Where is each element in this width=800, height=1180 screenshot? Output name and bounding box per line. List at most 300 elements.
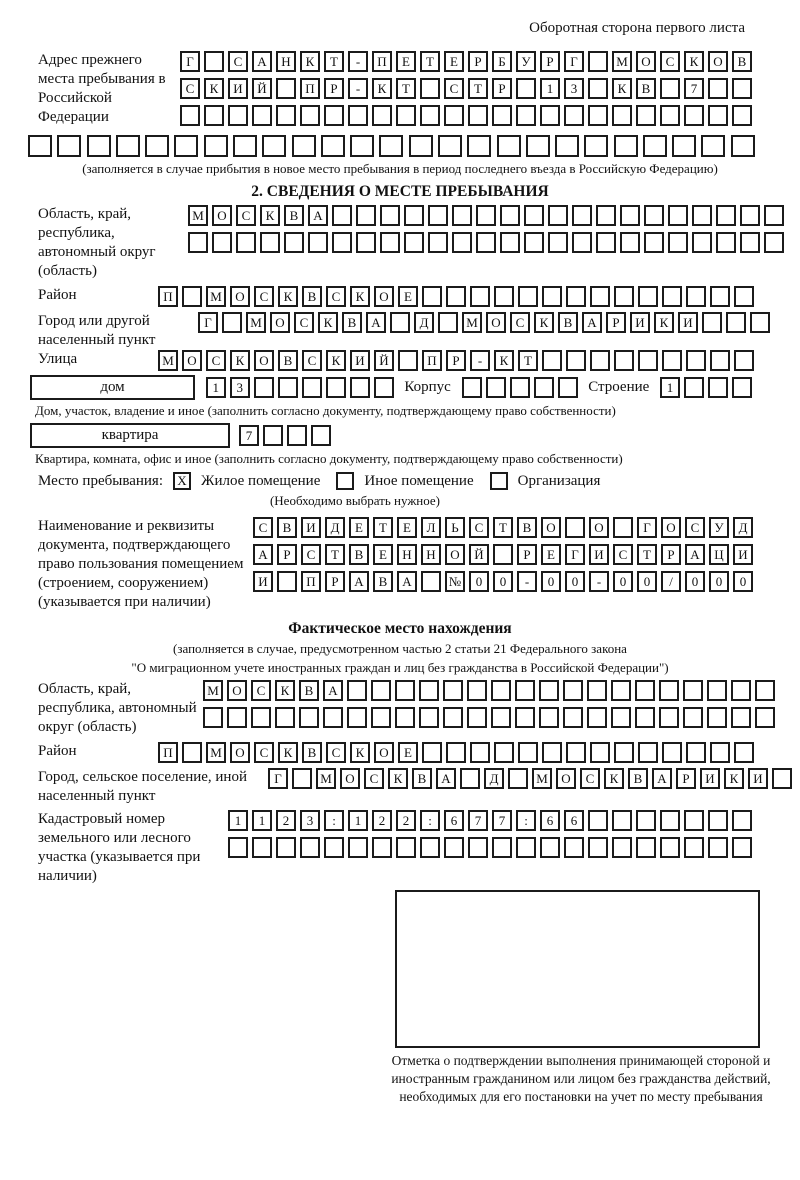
grid-cell: О bbox=[556, 768, 576, 789]
grid-cell bbox=[254, 377, 274, 398]
grid-cell bbox=[372, 105, 392, 126]
grid-cell: У bbox=[709, 517, 729, 538]
grid-cell: А bbox=[685, 544, 705, 565]
grid-cell: А bbox=[652, 768, 672, 789]
grid-cell bbox=[467, 680, 487, 701]
grid-cell bbox=[660, 78, 680, 99]
grid-cell: Е bbox=[541, 544, 561, 565]
grid-cell: Н bbox=[276, 51, 296, 72]
grid-cell bbox=[524, 205, 544, 226]
grid-cell: В bbox=[373, 571, 393, 592]
grid-cell bbox=[566, 286, 586, 307]
grid-cell: Д bbox=[484, 768, 504, 789]
house-number-cells bbox=[206, 377, 394, 398]
grid-cell: / bbox=[661, 571, 681, 592]
grid-cell bbox=[287, 425, 307, 446]
grid-cell: М bbox=[462, 312, 482, 333]
grid-cell bbox=[707, 680, 727, 701]
grid-cell bbox=[644, 205, 664, 226]
grid-cell: С bbox=[302, 350, 322, 371]
grid-cell: К bbox=[318, 312, 338, 333]
grid-cell: С bbox=[660, 51, 680, 72]
stroenie-label: Строение bbox=[588, 379, 650, 395]
grid-cell bbox=[731, 680, 751, 701]
actual-location-title: Фактическое место нахождения bbox=[288, 620, 512, 637]
grid-cell: К bbox=[275, 680, 295, 701]
grid-cell: Р bbox=[492, 78, 512, 99]
grid-cell bbox=[672, 135, 696, 157]
grid-cell: С bbox=[469, 517, 489, 538]
grid-cell bbox=[326, 377, 346, 398]
grid-cell bbox=[548, 232, 568, 253]
grid-cell bbox=[470, 742, 490, 763]
grid-cell bbox=[516, 105, 536, 126]
grid-cell: П bbox=[158, 286, 178, 307]
grid-cell: В bbox=[284, 205, 304, 226]
grid-cell bbox=[422, 742, 442, 763]
grid-cell: Е bbox=[373, 544, 393, 565]
grid-cell bbox=[379, 135, 403, 157]
grid-cell bbox=[683, 707, 703, 728]
region-grid bbox=[188, 205, 784, 253]
grid-cell: Е bbox=[397, 517, 417, 538]
grid-cell: С bbox=[326, 286, 346, 307]
city-row bbox=[198, 312, 770, 333]
grid-cell: К bbox=[388, 768, 408, 789]
grid-cell bbox=[422, 286, 442, 307]
grid-cell bbox=[772, 768, 792, 789]
checkbox-other-premises bbox=[336, 472, 354, 490]
grid-cell bbox=[612, 837, 632, 858]
grid-cell: В bbox=[302, 286, 322, 307]
grid-cell bbox=[563, 680, 583, 701]
grid-cell: О bbox=[374, 286, 394, 307]
grid-cell bbox=[555, 135, 579, 157]
stroenie-cells bbox=[660, 377, 752, 398]
grid-cell: : bbox=[324, 810, 344, 831]
grid-cell: С bbox=[613, 544, 633, 565]
grid-cell: К bbox=[724, 768, 744, 789]
grid-cell bbox=[233, 135, 257, 157]
stay-type-block bbox=[0, 472, 800, 490]
korpus-label: Корпус bbox=[404, 379, 451, 395]
grid-cell: С bbox=[251, 680, 271, 701]
grid-cell: В bbox=[628, 768, 648, 789]
actual-district-label: Район bbox=[38, 743, 77, 759]
grid-cell bbox=[566, 350, 586, 371]
grid-cell bbox=[614, 286, 634, 307]
grid-cell bbox=[708, 837, 728, 858]
grid-cell bbox=[708, 78, 728, 99]
grid-cell: Г bbox=[198, 312, 218, 333]
grid-cell bbox=[539, 707, 559, 728]
grid-cell: К bbox=[684, 51, 704, 72]
grid-cell bbox=[263, 425, 283, 446]
grid-cell bbox=[734, 742, 754, 763]
checkbox-organization bbox=[490, 472, 508, 490]
grid-cell bbox=[500, 232, 520, 253]
grid-cell: 7 bbox=[239, 425, 259, 446]
grid-cell: И bbox=[630, 312, 650, 333]
grid-cell: К bbox=[326, 350, 346, 371]
grid-cell bbox=[620, 232, 640, 253]
grid-cell: М bbox=[188, 205, 208, 226]
grid-cell bbox=[28, 135, 52, 157]
grid-cell bbox=[251, 707, 271, 728]
grid-cell bbox=[558, 377, 578, 398]
grid-cell bbox=[203, 707, 223, 728]
grid-cell: О bbox=[254, 350, 274, 371]
street-row bbox=[158, 350, 754, 371]
grid-cell bbox=[308, 232, 328, 253]
grid-cell bbox=[438, 135, 462, 157]
grid-cell: В bbox=[412, 768, 432, 789]
grid-cell: Г bbox=[180, 51, 200, 72]
grid-cell: С bbox=[685, 517, 705, 538]
grid-cell bbox=[708, 377, 728, 398]
grid-cell bbox=[428, 232, 448, 253]
grid-cell: № bbox=[445, 571, 465, 592]
grid-cell bbox=[686, 286, 706, 307]
grid-cell: : bbox=[420, 810, 440, 831]
grid-cell bbox=[614, 742, 634, 763]
actual-location-note-1: (заполняется в случае, предусмотренном частью 2 статьи 21 Федерального закона bbox=[173, 641, 627, 656]
grid-cell: 2 bbox=[396, 810, 416, 831]
street-label: Улица bbox=[38, 351, 78, 367]
grid-cell bbox=[638, 742, 658, 763]
grid-cell bbox=[348, 837, 368, 858]
region-row-2 bbox=[188, 232, 784, 253]
grid-cell: 0 bbox=[733, 571, 753, 592]
grid-cell: Е bbox=[444, 51, 464, 72]
prev-address-row-1 bbox=[180, 51, 752, 72]
grid-cell bbox=[524, 232, 544, 253]
grid-cell bbox=[638, 286, 658, 307]
grid-cell bbox=[734, 286, 754, 307]
grid-cell: Е bbox=[396, 51, 416, 72]
grid-cell bbox=[701, 135, 725, 157]
actual-region-label: Область, край, республика, автономный округ (область) bbox=[38, 681, 197, 735]
grid-cell: Р bbox=[325, 571, 345, 592]
grid-cell bbox=[588, 51, 608, 72]
actual-district-block bbox=[0, 742, 800, 763]
grid-cell: А bbox=[397, 571, 417, 592]
grid-cell: И bbox=[301, 517, 321, 538]
grid-cell bbox=[740, 232, 760, 253]
grid-cell bbox=[444, 105, 464, 126]
grid-cell bbox=[596, 232, 616, 253]
street-block bbox=[0, 350, 800, 371]
grid-cell: С bbox=[180, 78, 200, 99]
grid-cell: 3 bbox=[564, 78, 584, 99]
grid-cell: Б bbox=[492, 51, 512, 72]
actual-region-row-1 bbox=[203, 680, 775, 701]
grid-cell bbox=[292, 768, 312, 789]
grid-cell bbox=[260, 232, 280, 253]
grid-cell bbox=[276, 105, 296, 126]
grid-cell bbox=[613, 517, 633, 538]
cadastral-row-1 bbox=[228, 810, 752, 831]
grid-cell bbox=[236, 232, 256, 253]
grid-cell bbox=[438, 312, 458, 333]
grid-cell: 7 bbox=[468, 810, 488, 831]
grid-cell bbox=[564, 105, 584, 126]
grid-cell: И bbox=[733, 544, 753, 565]
grid-cell: П bbox=[301, 571, 321, 592]
grid-cell bbox=[635, 680, 655, 701]
grid-cell: А bbox=[252, 51, 272, 72]
grid-cell: В bbox=[636, 78, 656, 99]
grid-cell: Н bbox=[397, 544, 417, 565]
grid-cell: Т bbox=[373, 517, 393, 538]
grid-cell: 0 bbox=[469, 571, 489, 592]
grid-cell: Й bbox=[252, 78, 272, 99]
grid-cell bbox=[584, 135, 608, 157]
grid-cell bbox=[755, 707, 775, 728]
grid-cell bbox=[534, 377, 554, 398]
cadastral-row-2 bbox=[228, 837, 752, 858]
grid-cell bbox=[87, 135, 111, 157]
grid-cell: Е bbox=[398, 286, 418, 307]
grid-cell: И bbox=[589, 544, 609, 565]
grid-cell bbox=[467, 707, 487, 728]
grid-cell: И bbox=[700, 768, 720, 789]
grid-cell bbox=[356, 232, 376, 253]
grid-cell: Е bbox=[349, 517, 369, 538]
grid-cell bbox=[635, 707, 655, 728]
grid-cell bbox=[371, 680, 391, 701]
grid-cell: О bbox=[227, 680, 247, 701]
prev-address-footnote: (заполняется в случае прибытия в новое место пребывания в период последнего въезда в Российскую Федерацию) bbox=[82, 161, 718, 176]
grid-cell bbox=[731, 135, 755, 157]
grid-cell bbox=[702, 312, 722, 333]
grid-cell: С bbox=[580, 768, 600, 789]
grid-cell: П bbox=[158, 742, 178, 763]
grid-cell bbox=[446, 742, 466, 763]
grid-cell: 2 bbox=[276, 810, 296, 831]
grid-cell bbox=[212, 232, 232, 253]
grid-cell: 0 bbox=[685, 571, 705, 592]
grid-cell: С bbox=[326, 742, 346, 763]
grid-cell bbox=[732, 105, 752, 126]
grid-cell: И bbox=[253, 571, 273, 592]
grid-cell bbox=[684, 377, 704, 398]
grid-cell: Г bbox=[268, 768, 288, 789]
grid-cell: Г bbox=[565, 544, 585, 565]
option-residential-label: Жилое помещение bbox=[201, 472, 321, 489]
grid-cell: М bbox=[316, 768, 336, 789]
grid-cell: П bbox=[300, 78, 320, 99]
cadastral-label: Кадастровый номер земельного или лесного участка (указывается при наличии) bbox=[38, 811, 201, 884]
district-grid bbox=[158, 286, 754, 307]
grid-cell bbox=[564, 837, 584, 858]
grid-cell bbox=[276, 78, 296, 99]
grid-cell bbox=[409, 135, 433, 157]
grid-cell: Й bbox=[374, 350, 394, 371]
grid-cell bbox=[732, 837, 752, 858]
grid-cell bbox=[493, 544, 513, 565]
grid-cell bbox=[740, 205, 760, 226]
grid-cell: 1 bbox=[252, 810, 272, 831]
city-grid bbox=[198, 312, 770, 333]
actual-city-grid bbox=[268, 768, 792, 789]
grid-cell: И bbox=[228, 78, 248, 99]
grid-cell: М bbox=[206, 286, 226, 307]
grid-cell bbox=[292, 135, 316, 157]
grid-cell: О bbox=[212, 205, 232, 226]
grid-cell: К bbox=[612, 78, 632, 99]
grid-cell: К bbox=[260, 205, 280, 226]
grid-cell bbox=[732, 78, 752, 99]
grid-cell bbox=[668, 205, 688, 226]
grid-cell: А bbox=[323, 680, 343, 701]
grid-cell bbox=[710, 350, 730, 371]
actual-district-row bbox=[158, 742, 754, 763]
grid-cell bbox=[204, 105, 224, 126]
grid-cell bbox=[611, 680, 631, 701]
document-block bbox=[0, 517, 800, 612]
grid-cell: Р bbox=[676, 768, 696, 789]
grid-cell: К bbox=[278, 286, 298, 307]
grid-cell: М bbox=[246, 312, 266, 333]
grid-cell bbox=[686, 350, 706, 371]
actual-location-note-2: "О миграционном учете иностранных граждан и лиц без гражданства в Российской Федерации") bbox=[131, 660, 669, 675]
grid-cell: С bbox=[294, 312, 314, 333]
grid-cell bbox=[732, 377, 752, 398]
actual-city-row bbox=[268, 768, 792, 789]
grid-cell: К bbox=[534, 312, 554, 333]
grid-cell bbox=[668, 232, 688, 253]
option-other-premises-label: Иное помещение bbox=[364, 472, 474, 489]
grid-cell: 3 bbox=[230, 377, 250, 398]
grid-cell: 2 bbox=[372, 810, 392, 831]
grid-cell bbox=[324, 105, 344, 126]
grid-cell bbox=[542, 742, 562, 763]
grid-cell bbox=[588, 837, 608, 858]
grid-cell bbox=[542, 286, 562, 307]
grid-cell bbox=[420, 837, 440, 858]
grid-cell bbox=[764, 232, 784, 253]
grid-cell bbox=[590, 350, 610, 371]
document-row-3 bbox=[253, 571, 753, 592]
grid-cell: В bbox=[277, 517, 297, 538]
house-block bbox=[0, 375, 800, 400]
grid-cell: Г bbox=[564, 51, 584, 72]
grid-cell bbox=[662, 286, 682, 307]
stamp-box bbox=[395, 890, 760, 1048]
grid-cell bbox=[636, 105, 656, 126]
grid-cell: А bbox=[436, 768, 456, 789]
grid-cell: Т bbox=[324, 51, 344, 72]
grid-cell bbox=[398, 350, 418, 371]
grid-cell: К bbox=[654, 312, 674, 333]
grid-cell bbox=[494, 286, 514, 307]
grid-cell bbox=[299, 707, 319, 728]
district-row bbox=[158, 286, 754, 307]
grid-cell: С bbox=[510, 312, 530, 333]
grid-cell: С bbox=[301, 544, 321, 565]
grid-cell: Е bbox=[398, 742, 418, 763]
grid-cell bbox=[284, 232, 304, 253]
grid-cell bbox=[540, 837, 560, 858]
grid-cell: О bbox=[636, 51, 656, 72]
grid-cell: 1 bbox=[540, 78, 560, 99]
grid-cell bbox=[518, 286, 538, 307]
apartment-block bbox=[0, 423, 800, 448]
grid-cell bbox=[443, 680, 463, 701]
checkbox-residential: X bbox=[173, 472, 191, 490]
grid-cell: Р bbox=[606, 312, 626, 333]
grid-cell: - bbox=[517, 571, 537, 592]
grid-cell: О bbox=[661, 517, 681, 538]
grid-cell bbox=[644, 232, 664, 253]
document-row-1 bbox=[253, 517, 753, 538]
apartment-cells bbox=[239, 425, 331, 446]
grid-cell: А bbox=[349, 571, 369, 592]
grid-cell: К bbox=[230, 350, 250, 371]
grid-cell: В bbox=[342, 312, 362, 333]
grid-cell: О bbox=[230, 286, 250, 307]
grid-cell bbox=[614, 135, 638, 157]
actual-region-row-2 bbox=[203, 707, 775, 728]
grid-cell bbox=[420, 78, 440, 99]
korpus-cells bbox=[462, 377, 578, 398]
grid-cell bbox=[278, 377, 298, 398]
grid-cell bbox=[395, 707, 415, 728]
grid-cell: 1 bbox=[348, 810, 368, 831]
grid-cell bbox=[347, 680, 367, 701]
grid-cell: С bbox=[253, 517, 273, 538]
grid-cell bbox=[491, 680, 511, 701]
grid-cell: Ц bbox=[709, 544, 729, 565]
grid-cell: А bbox=[253, 544, 273, 565]
grid-cell: 0 bbox=[493, 571, 513, 592]
grid-cell: - bbox=[348, 78, 368, 99]
grid-cell: Л bbox=[421, 517, 441, 538]
grid-cell bbox=[620, 205, 640, 226]
grid-cell bbox=[612, 105, 632, 126]
grid-cell: О bbox=[589, 517, 609, 538]
grid-cell bbox=[566, 742, 586, 763]
grid-cell: Р bbox=[324, 78, 344, 99]
grid-cell bbox=[396, 837, 416, 858]
grid-cell bbox=[572, 232, 592, 253]
grid-cell: М bbox=[203, 680, 223, 701]
grid-cell bbox=[57, 135, 81, 157]
grid-cell bbox=[526, 135, 550, 157]
grid-cell bbox=[227, 707, 247, 728]
grid-cell: 6 bbox=[444, 810, 464, 831]
grid-cell: 3 bbox=[300, 810, 320, 831]
grid-cell bbox=[390, 312, 410, 333]
grid-cell bbox=[539, 680, 559, 701]
document-label: Наименование и реквизиты документа, подтверждающего право пользования помещением (строением, сооружением) (указывается при наличии) bbox=[38, 518, 244, 610]
grid-cell: Т bbox=[518, 350, 538, 371]
grid-cell bbox=[446, 286, 466, 307]
grid-cell: С bbox=[364, 768, 384, 789]
grid-cell: В bbox=[732, 51, 752, 72]
grid-cell: К bbox=[494, 350, 514, 371]
grid-cell bbox=[572, 205, 592, 226]
grid-cell bbox=[228, 105, 248, 126]
grid-cell bbox=[404, 205, 424, 226]
prev-address-overflow-row bbox=[0, 135, 800, 157]
grid-cell: 6 bbox=[540, 810, 560, 831]
grid-cell: О bbox=[374, 742, 394, 763]
grid-cell: О bbox=[182, 350, 202, 371]
stay-type-note: (Необходимо выбрать нужное) bbox=[269, 493, 441, 508]
grid-cell: : bbox=[516, 810, 536, 831]
